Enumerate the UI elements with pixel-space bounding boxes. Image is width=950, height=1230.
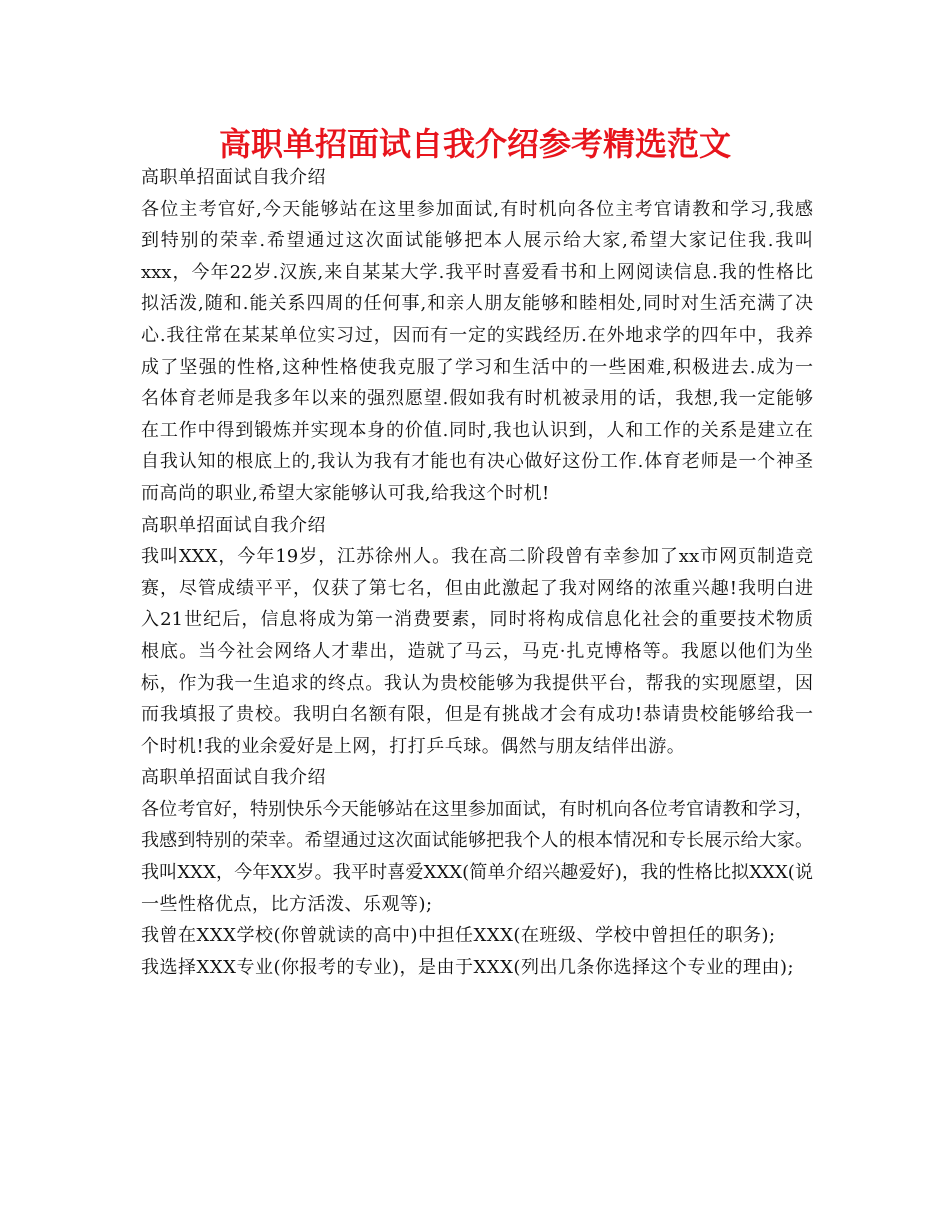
section-heading: 高职单招面试自我介绍	[141, 514, 326, 536]
paragraph-line: 在工作中得到锻炼并实现本身的价值.同时,我也认识到，人和工作的关系是建立在	[141, 419, 813, 441]
paragraph-line: 而我填报了贵校。我明白名额有限，但是有挑战才会有成功!恭请贵校能够给我一	[141, 704, 813, 726]
paragraph-line: 我曾在XXX学校(你曾就读的高中)中担任XXX(在班级、学校中曾担任的职务);	[141, 925, 776, 947]
document-title: 高职单招面试自我介绍参考精选范文	[218, 125, 731, 163]
section-heading: 高职单招面试自我介绍	[141, 167, 326, 188]
paragraph-line: 一些性格优点，比方活泼、乐观等);	[141, 893, 433, 915]
paragraph-line: 我选择XXX专业(你报考的专业)，是由于XXX(列出几条你选择这个专业的理由);	[141, 956, 795, 978]
paragraph-line: 我感到特别的荣幸。希望通过这次面试能够把我个人的根本情况和专长展示给大家。	[141, 830, 813, 852]
paragraph-line: 赛，尽管成绩平平，仅获了第七名，但由此激起了我对网络的浓重兴趣!我明白进	[141, 577, 813, 599]
paragraph-line: 心.我往常在某某单位实习过，因而有一定的实践经历.在外地求学的四年中，我养	[141, 324, 813, 346]
document-body	[141, 162, 813, 983]
paragraph-line: 我叫XXX，今年19岁，江苏徐州人。我在高二阶段曾有幸参加了xx市网页制造竞	[141, 546, 813, 568]
paragraph-line: 各位主考官好,今天能够站在这里参加面试,有时机向各位主考官请教和学习,我感	[141, 198, 813, 220]
paragraph-line: 我叫XXX，今年XX岁。我平时喜爱XXX(简单介绍兴趣爱好)，我的性格比拟XXX(说	[141, 862, 813, 884]
paragraph-line: 到特别的荣幸.希望通过这次面试能够把本人展示给大家,希望大家记住我.我叫	[141, 230, 813, 252]
paragraph-line: 各位考官好，特别快乐今天能够站在这里参加面试，有时机向各位考官请教和学习，	[141, 798, 813, 820]
paragraph-line: 名体育老师是我多年以来的强烈愿望.假如我有时机被录用的话，我想,我一定能够	[141, 388, 813, 410]
paragraph-line: 标，作为我一生追求的终点。我认为贵校能够为我提供平台，帮我的实现愿望，因	[141, 672, 813, 694]
section-heading: 高职单招面试自我介绍	[141, 767, 326, 789]
paragraph-line: 个时机!我的业余爱好是上网，打打乒乓球。偶然与朋友结伴出游。	[141, 735, 686, 757]
paragraph-line: 根底。当今社会网络人才辈出，造就了马云，马克·扎克博格等。我愿以他们为坐	[141, 640, 813, 662]
paragraph-line: 成了坚强的性格,这种性格使我克服了学习和生活中的一些困难,积极进去.成为一	[141, 356, 813, 378]
paragraph-line: 而高尚的职业,希望大家能够认可我,给我这个时机!	[141, 482, 550, 504]
paragraph-line: 入21世纪后，信息将成为第一消费要素，同时将构成信息化社会的重要技术物质	[141, 609, 813, 631]
paragraph-line: 自我认知的根底上的,我认为我有才能也有决心做好这份工作.体育老师是一个神圣	[141, 451, 813, 473]
paragraph-line: xxx，今年22岁.汉族,来自某某大学.我平时喜爱看书和上网阅读信息.我的性格比	[141, 261, 813, 283]
paragraph-line: 拟活泼,随和.能关系四周的任何事,和亲人朋友能够和睦相处,同时对生活充满了决	[141, 293, 813, 315]
